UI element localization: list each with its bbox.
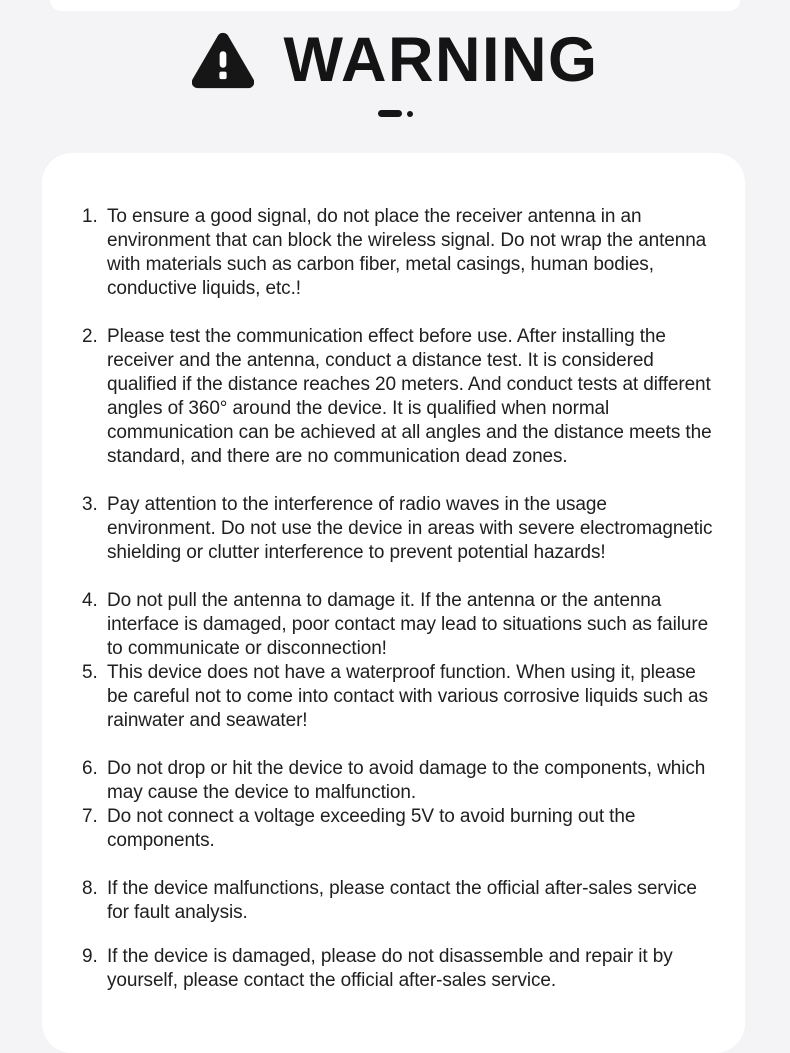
warning-card — [42, 153, 745, 1053]
item-text: Do not drop or hit the device to avoid damage to the components, which may cause the device to malfunction. — [107, 758, 706, 803]
warning-item-9 — [82, 945, 717, 993]
previous-card-bottom-edge — [50, 0, 740, 11]
warning-item-6 — [82, 757, 717, 805]
item-number: 5. — [82, 662, 98, 683]
item-number: 8. — [82, 878, 98, 899]
warning-triangle-icon — [192, 32, 254, 89]
warning-item-8 — [82, 877, 717, 925]
warning-list — [82, 205, 717, 993]
item-text: This device does not have a waterproof function. When using it, please be careful not to come into contact with various corrosive liquids such as rainwater and seawater! — [107, 662, 708, 731]
item-number: 3. — [82, 494, 98, 515]
dash-dot-divider — [0, 110, 790, 117]
warning-item-2 — [82, 325, 717, 469]
warning-item-4 — [82, 589, 717, 661]
item-number: 9. — [82, 946, 98, 967]
page-title: WARNING — [283, 25, 599, 95]
item-number: 4. — [82, 590, 98, 611]
item-text: If the device malfunctions, please contact the official after-sales service for fault analysis. — [107, 878, 697, 923]
item-number: 6. — [82, 758, 98, 779]
item-number: 7. — [82, 806, 98, 827]
item-text: Do not connect a voltage exceeding 5V to avoid burning out the components. — [107, 806, 636, 851]
item-text: Do not pull the antenna to damage it. If the antenna or the antenna interface is damaged, poor contact may lead to situations such as failure to communicate or disconnection! — [107, 590, 709, 659]
warning-item-7 — [82, 805, 717, 853]
divider-dash — [378, 110, 402, 117]
item-number: 1. — [82, 206, 98, 227]
warning-item-3 — [82, 493, 717, 565]
item-text: Please test the communication effect before use. After installing the receiver and the antenna, conduct a distance test. It is considered qualified if the distance reaches 20 meters. And conduct tests at different angles of 360° around the device. It is qualified when normal communication can be achieved at all angles and the distance meets the standard, and there are no communication dead zones. — [107, 326, 712, 467]
warning-item-1 — [82, 205, 717, 301]
warning-item-5 — [82, 661, 717, 733]
item-text: Pay attention to the interference of radio waves in the usage environment. Do not use the device in areas with severe electromagnetic shielding or clutter interference to prevent potential hazards! — [107, 494, 713, 563]
item-number: 2. — [82, 326, 98, 347]
item-text: To ensure a good signal, do not place the receiver antenna in an environment that can block the wireless signal. Do not wrap the antenna with materials such as carbon fiber, metal casings, human bodies, conductive liquids, etc.! — [107, 206, 707, 299]
warning-header — [0, 25, 790, 95]
divider-dot — [407, 111, 413, 117]
item-text: If the device is damaged, please do not disassemble and repair it by yourself, please contact the official after-sales service. — [107, 946, 673, 991]
